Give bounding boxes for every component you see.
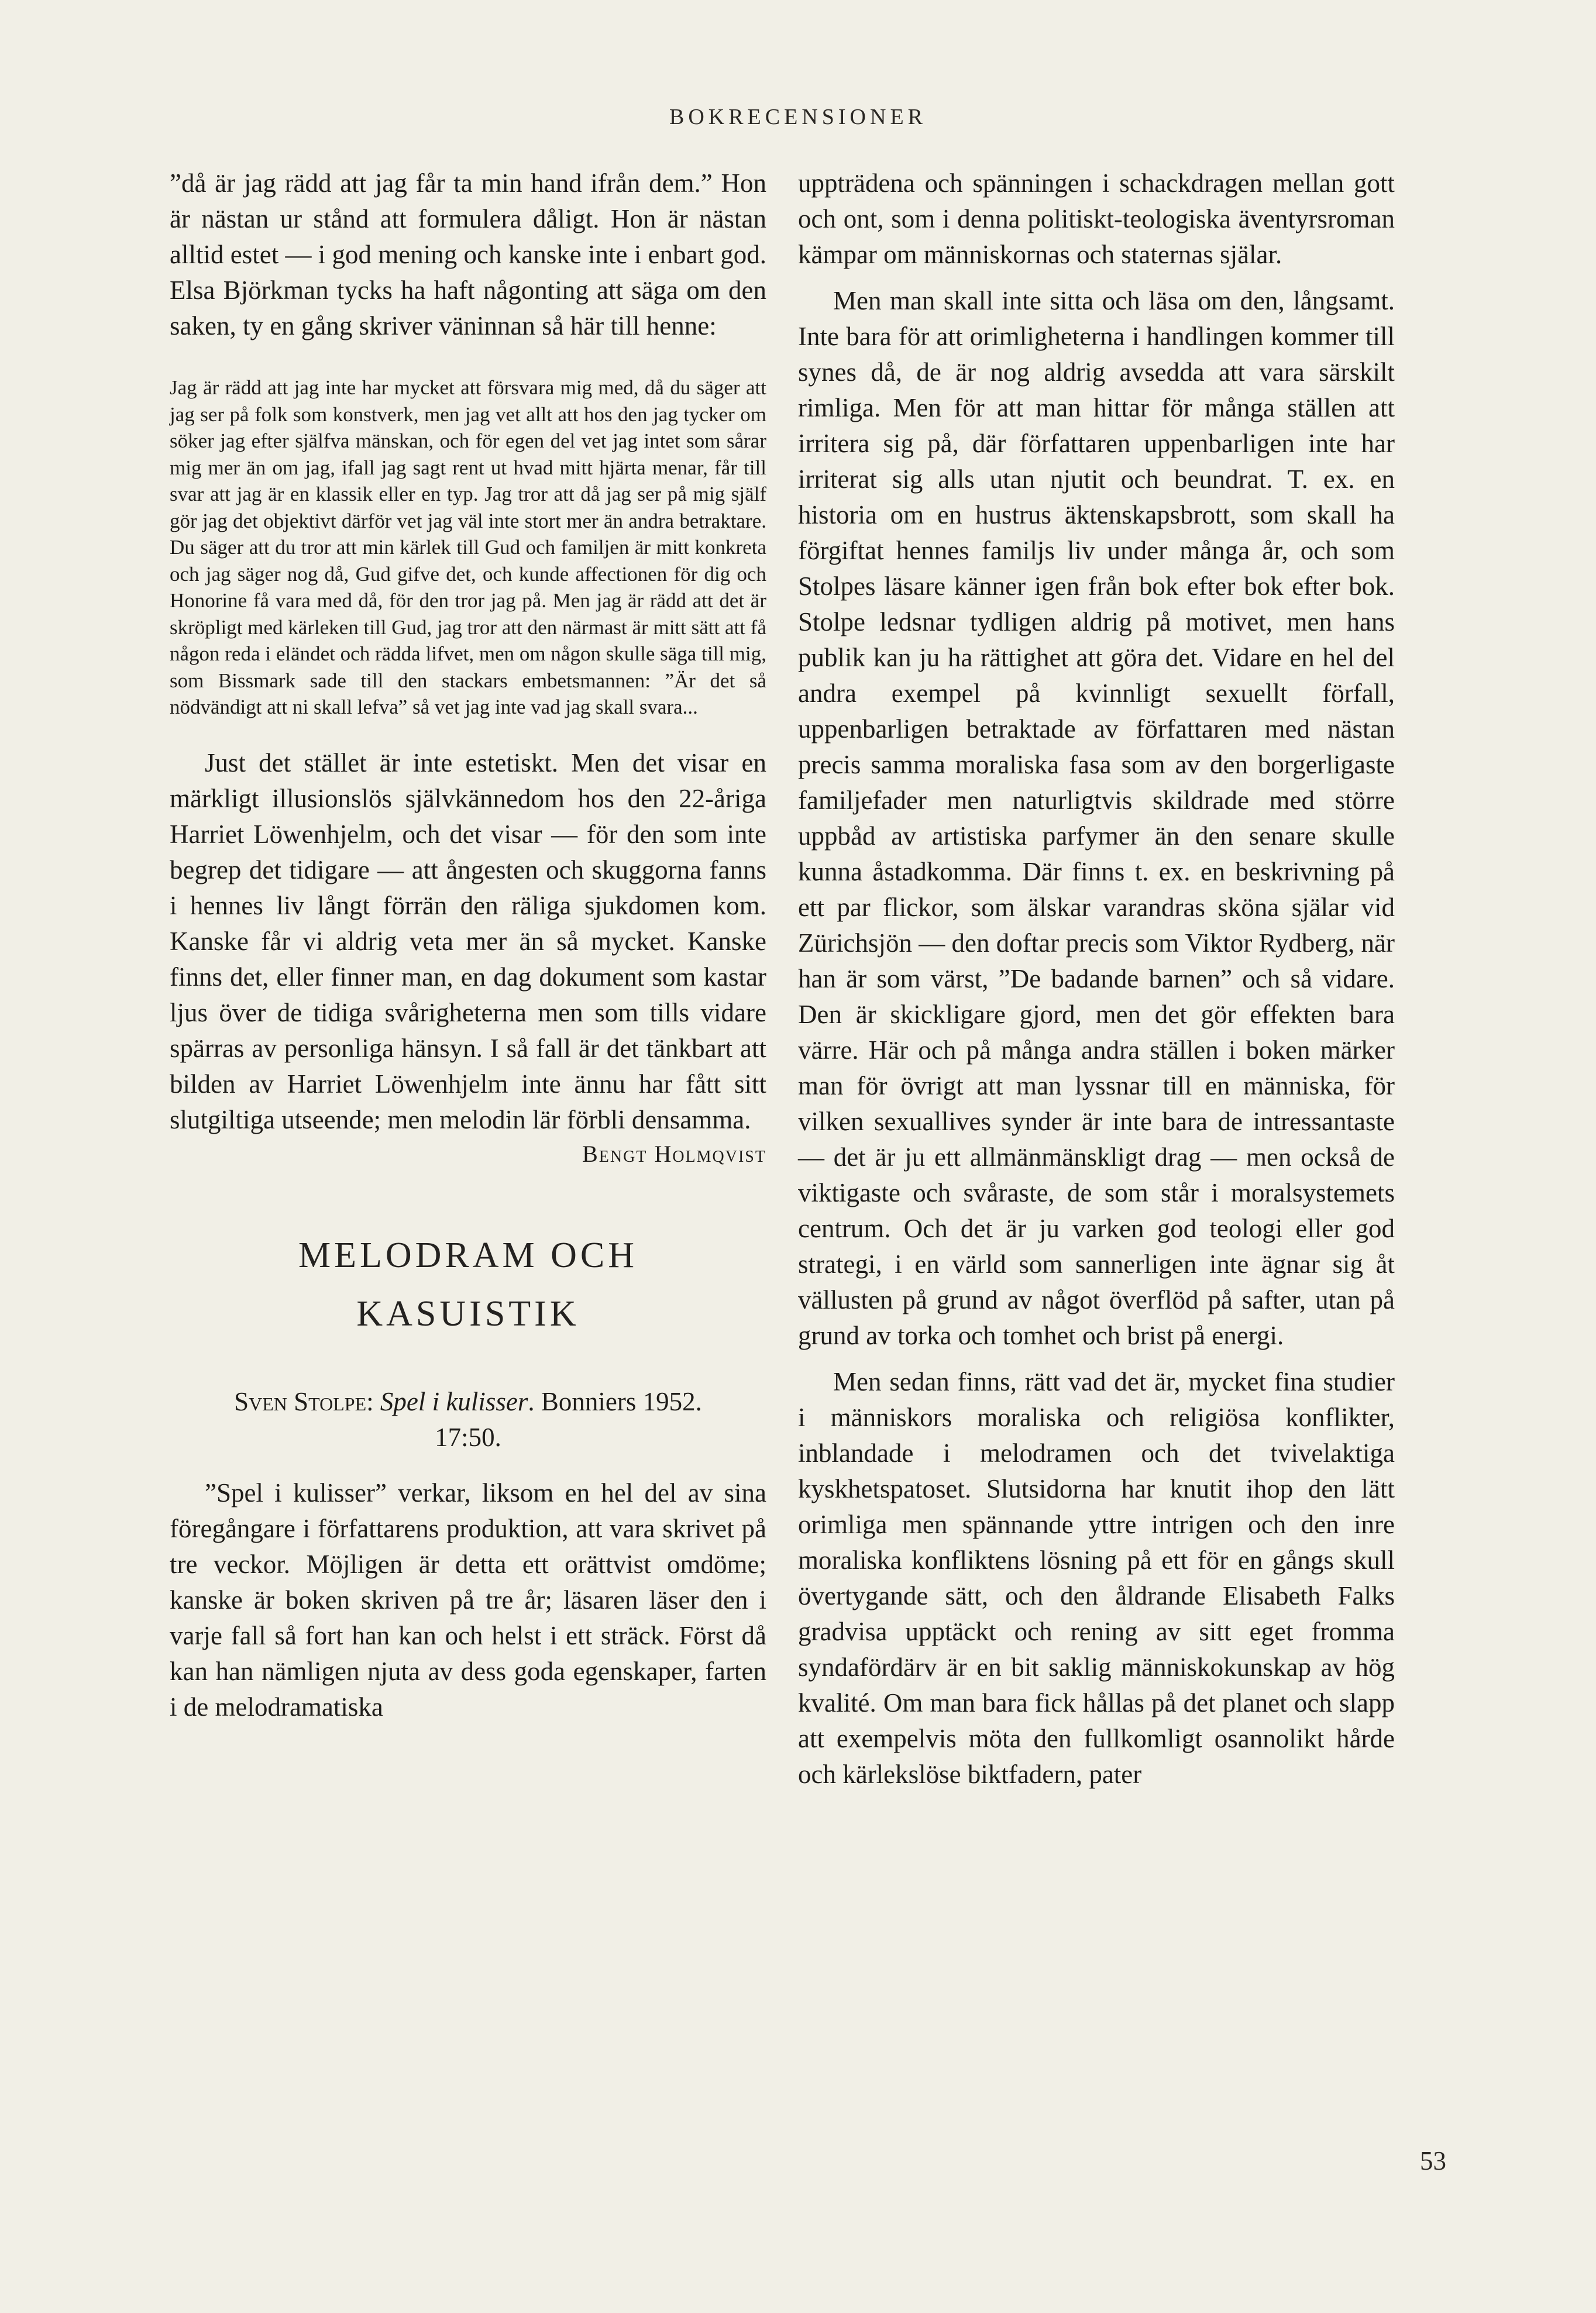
left-paragraph-2: Just det stället är inte estetiskt. Men det visar en märkligt illusionslös självkännedom hos den 22-åriga Harriet Löwenhjelm, och det visar — för den som inte begrep det tidigare — att ångesten och skuggorna fanns i hennes liv långt förrän den räliga sjukdomen kom. Kanske får vi aldrig veta mer än så mycket. Kanske finns det, eller finner man, en dag dokument som kastar ljus över de tidiga svårigheterna men som tills vidare spärras av personliga hänsyn. I så fall är det tänkbart att bilden av Harriet Löwenhjelm inte ännu har fått sitt slutgiltiga utseende; men melodin lär förbli densamma.	[170, 748, 766, 1134]
review-title-line-1: MELODRAM OCH	[298, 1235, 638, 1275]
biblio-author: Sven Stolpe	[234, 1386, 367, 1416]
biblio-separator: :	[366, 1386, 380, 1416]
running-head: BOKRECENSIONER	[669, 105, 927, 129]
left-paragraph-3: ”Spel i kulisser” verkar, liksom en hel del av sina föregångare i författarens produktion, att vara skrivet på tre veckor. Möjligen är detta ett orättvist omdöme; kanske är boken skriven på tre år; läsaren läser den i varje fall så fort han kan och helst i ett sträck. Först då kan han nämligen njuta av dess goda egenskaper, farten i de melodramatiska	[170, 1478, 766, 1722]
left-column	[170, 166, 766, 1725]
biblio-price: 17:50.	[435, 1422, 501, 1452]
biblio-publisher: . Bonniers 1952.	[528, 1386, 702, 1416]
right-column	[798, 166, 1395, 1792]
letter-quote: Jag är rädd att jag inte har mycket att försvara mig med, då du säger att jag ser på folk som konstverk, men jag vet allt att hos den jag tycker om söker jag efter själfva mänskan, och för egen del vet jag intet som sårar mig mer än om jag, ifall jag sagt rent ut hvad mitt hjärta menar, får till svar att jag är en klassik eller en typ. Jag tror att då jag ser på mig själf gör jag det objektivt därför vet jag väl inte stort mer än andra betraktare. Du säger att du tror att min kärlek till Gud och familjen är mitt konkreta och jag säger nog då, Gud gifve det, och kunde affectionen för dig och Honorine få vara med då, för den tror jag på. Men jag är rädd att det är skröpligt med kärleken till Gud, jag tror att den närmast är mitt sätt att få någon reda i eländet och rädda lifvet, men om någon skulle säga till mig, som Bissmark sade till den stackars embetsmannen: ”Är det så nödvändigt att ni skall lefva” så vet jag inte vad jag skall svara...	[170, 376, 766, 718]
page-number: 53	[1420, 2146, 1446, 2176]
reviewer-signature: Bengt Holmqvist	[582, 1140, 766, 1167]
right-paragraph-3: Men sedan finns, rätt vad det är, mycket fina studier i människors moraliska och religiösa konflikter, inblandade i melodramen och det tvivelaktiga kyskhetspatoset. Slutsidorna har knutit ihop den lätt orimliga men spännande yttre intrigen och den inre moraliska konfliktens lösning på ett för en gångs skull övertygande sätt, och den åldrande Elisabeth Falks gradvisa upptäckt och rening av sitt eget fromma syndafördärv är en bit saklig människokunskap av hög kvalité. Om man bara fick hållas på det planet och slapp att exempelvis möta den fullkomligt osannolikt hårde och kärlekslöse biktfadern, pater	[798, 1367, 1395, 1789]
review-title	[170, 1226, 766, 1343]
left-paragraph-1: ”då är jag rädd att jag får ta min hand ifrån dem.” Hon är nästan ur stånd att formulera dåligt. Hon är nästan alltid estet — i god mening och kanske inte i enbart god. Elsa Björkman tycks ha haft någonting att säga om den saken, ty en gång skriver väninnan så här till henne:	[170, 168, 766, 340]
right-paragraph-1: uppträdena och spänningen i schackdragen mellan gott och ont, som i denna politiskt-teologiska äventyrsroman kämpar om människornas och staternas själar.	[798, 168, 1395, 269]
bibliographic-entry	[170, 1384, 766, 1455]
biblio-book-title: Spel i kulisser	[380, 1386, 528, 1416]
review-title-line-2: KASUISTIK	[356, 1293, 580, 1334]
right-paragraph-2: Men man skall inte sitta och läsa om den, långsamt. Inte bara för att orimligheterna i handlingen kommer till synes då, de är nog aldrig avsedda att vara särskilt rimliga. Men för att man hittar för många ställen att irritera sig på, där författaren uppenbarligen inte har irriterat sig alls utan njutit och beundrat. T. ex. en historia om en hustrus äktenskapsbrott, som skall ha förgiftat hennes familjs liv under många år, och som Stolpes läsare känner igen från bok efter bok efter bok. Stolpe ledsnar tydligen aldrig på motivet, men hans publik kan ju ha rättighet att göra det. Vidare en hel del andra exempel på kvinnligt sexuellt förfall, uppenbarligen betraktade av författaren med nästan precis samma moraliska fasa som av den borgerligaste familjefader men naturligtvis skildrade med större uppbåd av artistiska parfymer än den senare skulle kunna åstadkomma. Där finns t. ex. en beskrivning på ett par flickor, som älskar varandras sköna själar vid Zürichsjön — den doftar precis som Viktor Rydberg, när han är som värst, ”De badande barnen” och så vidare. Den är skickligare gjord, men det gör effekten bara värre. Här och på många andra ställen i boken märker man för övrigt att man lyssnar till en människa, för vilken sexuallives synder är inte bara de intressantaste — det är ju ett allmänmänskligt drag — men också de viktigaste och svåraste, de som står i moralsystemets centrum. Och det är ju varken god teologi eller god strategi, i en värld som sannerligen inte ägnar sig åt vällusten på grund av något överflöd på safter, utan på grund av torka och tomhet och brist på energi.	[798, 286, 1395, 1350]
